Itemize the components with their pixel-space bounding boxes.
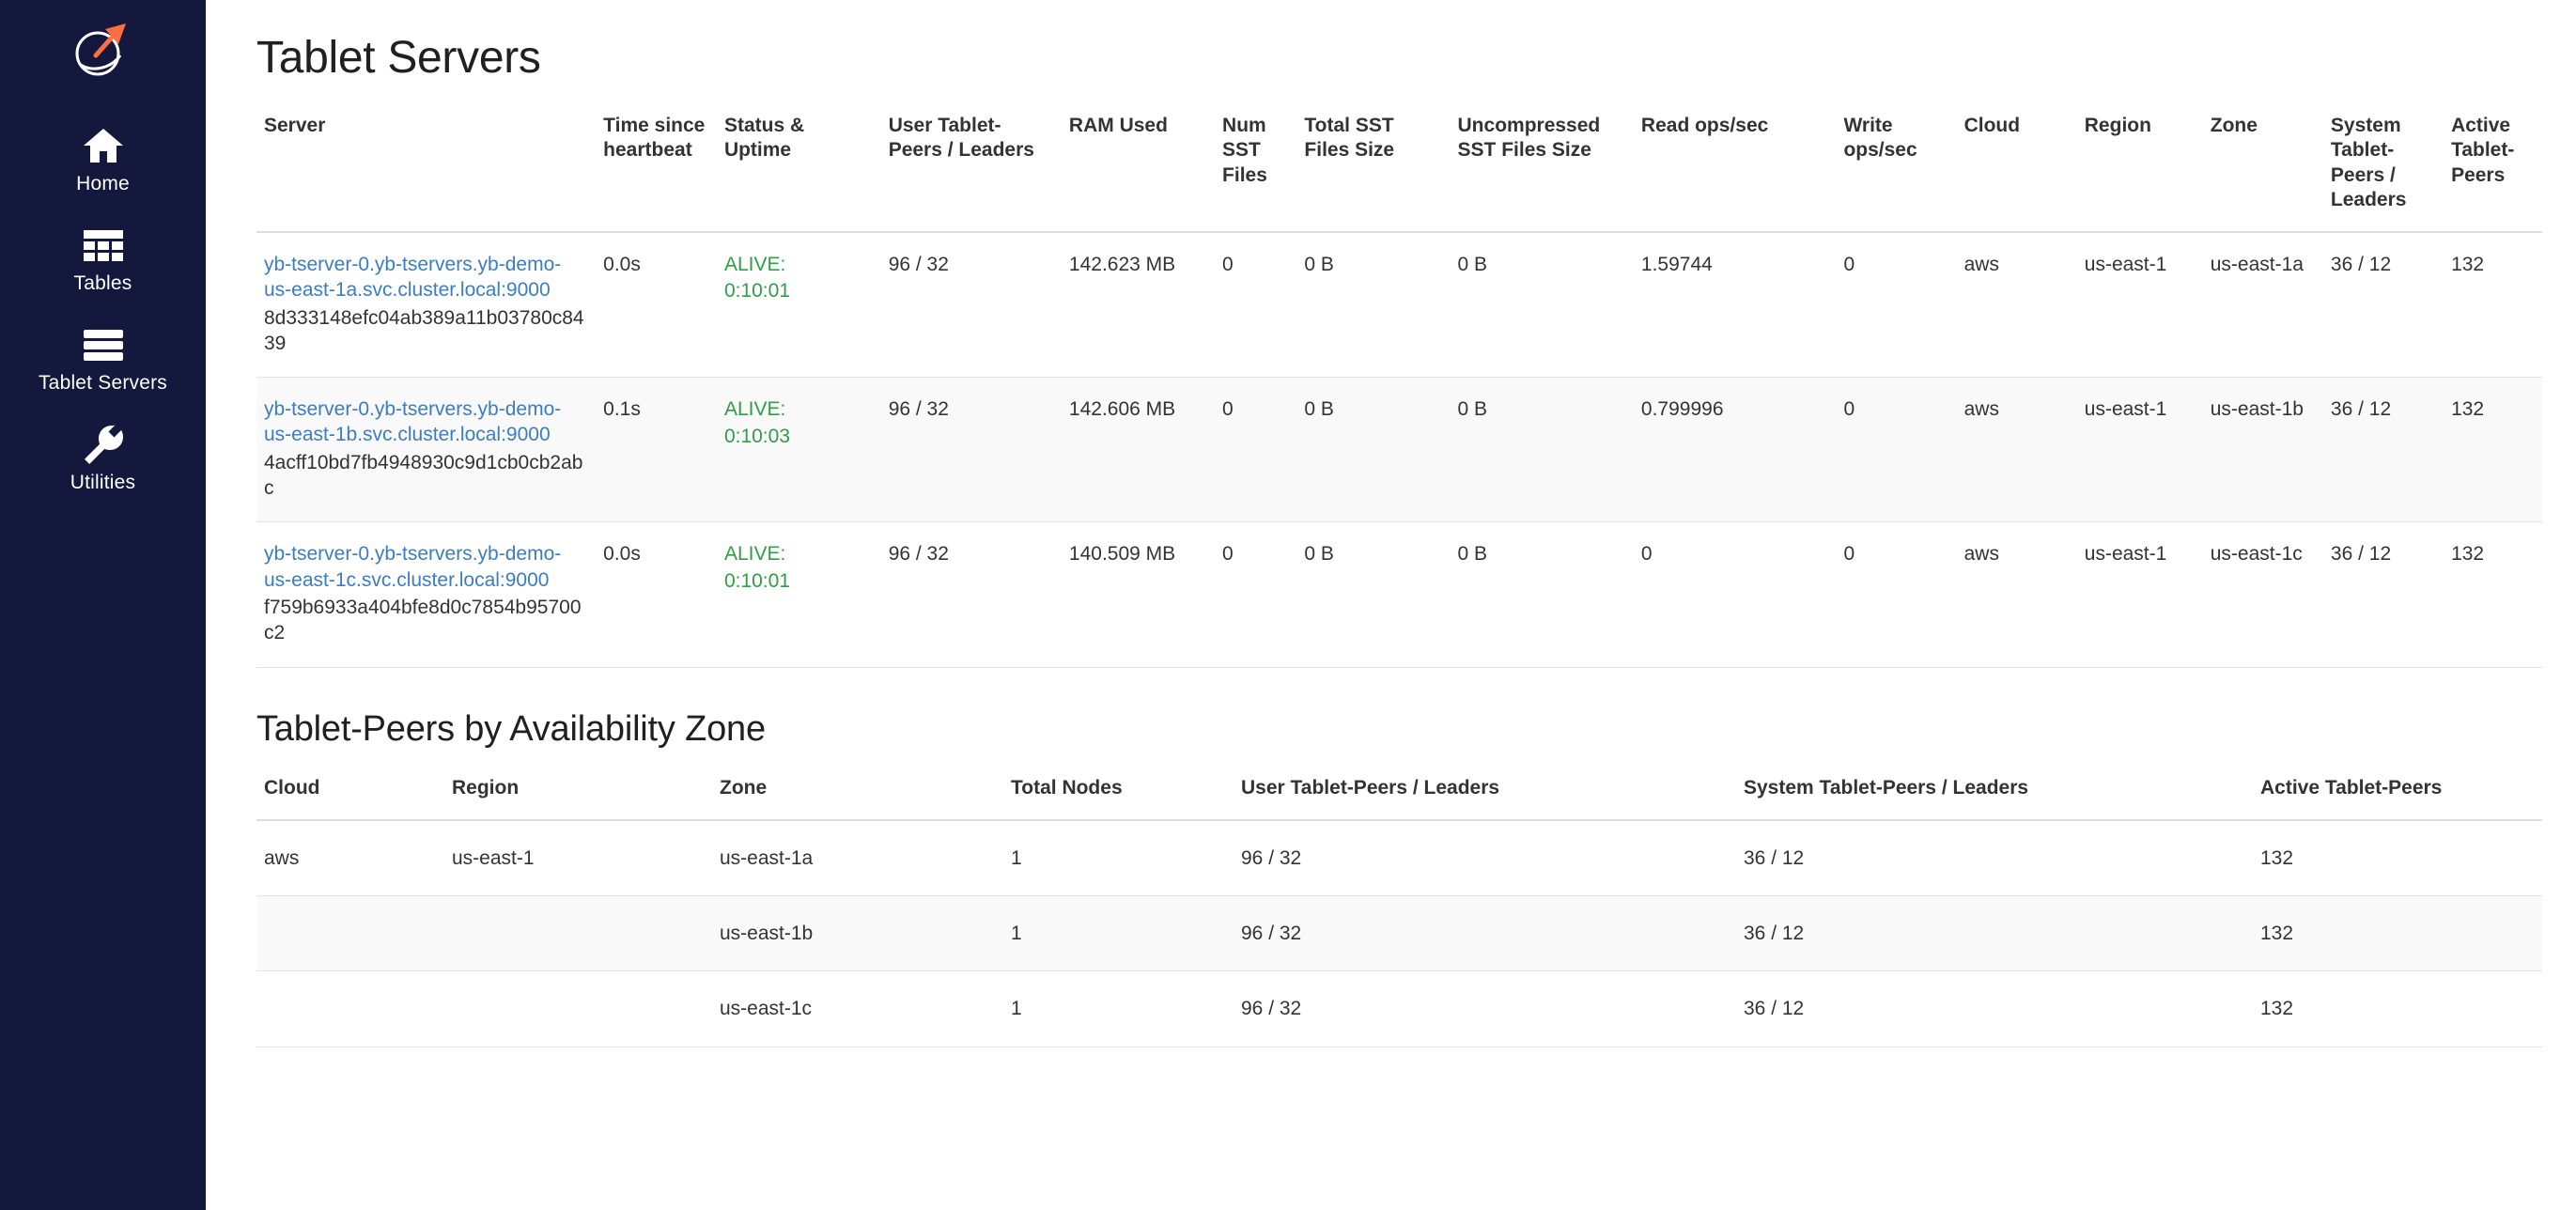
- table-row: [256, 971, 2542, 1047]
- cell-heartbeat: 0.0s: [596, 232, 717, 378]
- server-uuid: 8d333148efc04ab389a11b03780c8439: [264, 306, 584, 354]
- cell-cloud: [256, 971, 444, 1047]
- cell-user-tablet-peers: 96 / 32: [881, 378, 1062, 522]
- cell-heartbeat: 0.0s: [596, 522, 717, 667]
- table-header-row: [256, 767, 2542, 820]
- sidebar-item-label: Utilities: [70, 472, 136, 493]
- uptime-value: 0:10:01: [723, 280, 791, 302]
- cell-user-tablet-peers: 96 / 32: [881, 232, 1062, 378]
- table-row: [256, 232, 2542, 378]
- cell-ram-used: 142.623 MB: [1062, 232, 1215, 378]
- cell-zone: us-east-1a: [712, 820, 1003, 896]
- section-title-availability-zone: Tablet-Peers by Availability Zone: [256, 708, 766, 749]
- cell-zone: us-east-1b: [712, 896, 1003, 971]
- cell-region: us-east-1: [2077, 522, 2203, 667]
- column-header-zone: Zone: [712, 767, 1003, 820]
- tablet-servers-table-header: [256, 104, 2542, 232]
- cell-zone: us-east-1c: [2203, 522, 2323, 667]
- cell-server: [256, 378, 596, 522]
- cell-total-nodes: 1: [1003, 820, 1234, 896]
- tablet-servers-table: [256, 104, 2542, 668]
- cell-total-nodes: 1: [1003, 896, 1234, 971]
- cell-cloud: [256, 896, 444, 971]
- cell-active-tablet-peers: 132: [2444, 232, 2542, 378]
- server-link[interactable]: yb-tserver-0.yb-tservers.yb-demo-us-east-1c.svc.cluster.local:9000: [264, 543, 562, 591]
- cell-num-sst-files: 0: [1215, 232, 1296, 378]
- cell-total-sst-size: 0 B: [1296, 232, 1450, 378]
- column-header-total-sst-size: Total SST Files Size: [1296, 104, 1450, 232]
- cell-heartbeat: 0.1s: [596, 378, 717, 522]
- cell-cloud: aws: [1957, 378, 2077, 522]
- cell-user-tablet-peers: 96 / 32: [1234, 820, 1736, 896]
- column-header-system-tablet-peers: System Tablet-Peers / Leaders: [2323, 104, 2444, 232]
- column-header-num-sst-files: Num SST Files: [1215, 104, 1296, 232]
- cell-active-tablet-peers: 132: [2444, 378, 2542, 522]
- cell-read-ops: 0.799996: [1634, 378, 1837, 522]
- table-row: [256, 896, 2542, 971]
- column-header-total-nodes: Total Nodes: [1003, 767, 1234, 820]
- status-badge: ALIVE:: [723, 254, 786, 275]
- cell-num-sst-files: 0: [1215, 522, 1296, 667]
- sidebar-item-label: Tablet Servers: [38, 372, 168, 394]
- status-badge: ALIVE:: [723, 543, 786, 566]
- wrench-icon: [82, 423, 125, 466]
- cell-user-tablet-peers: 96 / 32: [881, 522, 1062, 667]
- cell-zone: us-east-1c: [712, 971, 1003, 1047]
- cell-cloud: aws: [1957, 522, 2077, 667]
- sidebar-item-tablet-servers[interactable]: [0, 308, 206, 408]
- cell-num-sst-files: 0: [1215, 378, 1296, 522]
- table-row: [256, 820, 2542, 896]
- cell-read-ops: 1.59744: [1634, 232, 1837, 378]
- cell-write-ops: 0: [1836, 232, 1956, 378]
- column-header-active-tablet-peers: Active Tablet-Peers: [2444, 104, 2542, 232]
- table-header-row: [256, 104, 2542, 232]
- sidebar-item-tables[interactable]: [0, 209, 206, 308]
- cell-region: us-east-1: [444, 820, 712, 896]
- cell-total-nodes: 1: [1003, 971, 1234, 1047]
- column-header-write-ops: Write ops/sec: [1836, 104, 1956, 232]
- table-row: [256, 378, 2542, 522]
- sidebar-item-label: Home: [76, 173, 130, 194]
- cell-region: [444, 971, 712, 1047]
- uptime-value: 0:10:01: [723, 569, 791, 592]
- column-header-region: Region: [2077, 104, 2203, 232]
- column-header-active-tablet-peers: Active Tablet-Peers: [2253, 767, 2542, 820]
- availability-zone-table-body: [256, 820, 2542, 1047]
- column-header-read-ops: Read ops/sec: [1634, 104, 1837, 232]
- cell-zone: us-east-1b: [2203, 378, 2323, 522]
- cell-cloud: aws: [1957, 232, 2077, 378]
- status-badge: ALIVE:: [723, 398, 786, 421]
- cell-read-ops: 0: [1634, 522, 1837, 667]
- cell-cloud: aws: [256, 820, 444, 896]
- cell-uncompressed-sst-size: 0 B: [1451, 522, 1634, 667]
- cell-system-tablet-peers: 36 / 12: [1736, 820, 2253, 896]
- cell-user-tablet-peers: 96 / 32: [1234, 896, 1736, 971]
- cell-uncompressed-sst-size: 0 B: [1451, 232, 1634, 378]
- cell-active-tablet-peers: 132: [2444, 522, 2542, 667]
- cell-ram-used: 140.509 MB: [1062, 522, 1215, 667]
- cell-active-tablet-peers: 132: [2253, 971, 2542, 1047]
- table-row: [256, 522, 2542, 667]
- cell-region: [444, 896, 712, 971]
- column-header-status-uptime: Status & Uptime: [717, 104, 881, 232]
- cell-status: [717, 522, 881, 667]
- cell-active-tablet-peers: 132: [2253, 896, 2542, 971]
- availability-zone-table-header: [256, 767, 2542, 820]
- server-uuid: 4acff10bd7fb4948930c9d1cb0cb2abc: [264, 451, 583, 500]
- tablet-servers-table-body: [256, 232, 2542, 667]
- home-icon: [82, 124, 125, 167]
- cell-system-tablet-peers: 36 / 12: [1736, 896, 2253, 971]
- tables-grid-icon: [82, 224, 125, 267]
- sidebar: [0, 0, 206, 1210]
- cell-system-tablet-peers: 36 / 12: [2323, 522, 2444, 667]
- column-header-cloud: Cloud: [256, 767, 444, 820]
- column-header-server: Server: [256, 104, 596, 232]
- cell-system-tablet-peers: 36 / 12: [1736, 971, 2253, 1047]
- cell-status: [717, 232, 881, 378]
- cell-server: [256, 522, 596, 667]
- cell-total-sst-size: 0 B: [1296, 522, 1450, 667]
- column-header-cloud: Cloud: [1957, 104, 2077, 232]
- yugabyte-logo[interactable]: [66, 17, 141, 83]
- cell-user-tablet-peers: 96 / 32: [1234, 971, 1736, 1047]
- cell-region: us-east-1: [2077, 232, 2203, 378]
- cell-system-tablet-peers: 36 / 12: [2323, 378, 2444, 522]
- server-link[interactable]: yb-tserver-0.yb-tservers.yb-demo-us-east-1b.svc.cluster.local:9000: [264, 398, 562, 446]
- cell-ram-used: 142.606 MB: [1062, 378, 1215, 522]
- cell-active-tablet-peers: 132: [2253, 820, 2542, 896]
- cell-status: [717, 378, 881, 522]
- cell-total-sst-size: 0 B: [1296, 378, 1450, 522]
- column-header-user-tablet-peers: User Tablet-Peers / Leaders: [881, 104, 1062, 232]
- sidebar-item-utilities[interactable]: [0, 408, 206, 507]
- sidebar-item-label: Tables: [73, 272, 132, 294]
- cell-write-ops: 0: [1836, 378, 1956, 522]
- column-header-zone: Zone: [2203, 104, 2323, 232]
- sidebar-item-home[interactable]: [0, 109, 206, 209]
- cell-region: us-east-1: [2077, 378, 2203, 522]
- column-header-heartbeat: Time since heartbeat: [596, 104, 717, 232]
- cell-uncompressed-sst-size: 0 B: [1451, 378, 1634, 522]
- server-uuid: f759b6933a404bfe8d0c7854b95700c2: [264, 596, 582, 644]
- column-header-uncompressed-sst-size: Uncompressed SST Files Size: [1451, 104, 1634, 232]
- column-header-region: Region: [444, 767, 712, 820]
- server-link[interactable]: yb-tserver-0.yb-tservers.yb-demo-us-east-1a.svc.cluster.local:9000: [264, 254, 562, 302]
- cell-write-ops: 0: [1836, 522, 1956, 667]
- column-header-user-tablet-peers: User Tablet-Peers / Leaders: [1234, 767, 1736, 820]
- cell-zone: us-east-1a: [2203, 232, 2323, 378]
- cell-server: [256, 232, 596, 378]
- page-title: Tablet Servers: [256, 33, 541, 83]
- tablet-servers-icon: [82, 323, 125, 366]
- uptime-value: 0:10:03: [723, 425, 791, 447]
- column-header-system-tablet-peers: System Tablet-Peers / Leaders: [1736, 767, 2253, 820]
- availability-zone-table: [256, 767, 2542, 1047]
- main-content: [206, 0, 2576, 1210]
- column-header-ram-used: RAM Used: [1062, 104, 1215, 232]
- cell-system-tablet-peers: 36 / 12: [2323, 232, 2444, 378]
